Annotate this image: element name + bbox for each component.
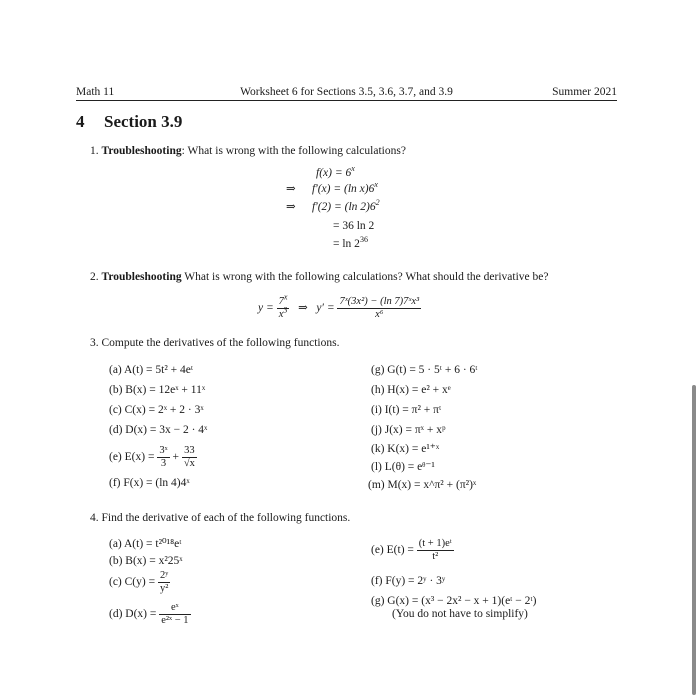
q3-item-c: (c) C(x) = 2ˣ + 2 · 3ˣ bbox=[109, 404, 204, 416]
q3-item-j: (j) J(x) = πˣ + xᵖ bbox=[371, 424, 446, 436]
q1-line-2: f′(x) = (ln x)6$^x$ bbox=[312, 180, 378, 195]
q3-item-b: (b) B(x) = 12eˣ + 11ˣ bbox=[109, 384, 206, 396]
q3-item-d: (d) D(x) = 3x − 2 · 4ˣ bbox=[109, 424, 208, 436]
q3-item-h: (h) H(x) = e² + xᵉ bbox=[371, 384, 451, 396]
q4-item-c: (c) C(y) = $\frac{\text{2ʸ}}{\text{y²}}$ bbox=[109, 569, 169, 594]
header-rule bbox=[76, 100, 617, 101]
q4-item-g: (g) G(x) = (x³ − 2x² − x + 1)(eᵗ − 2ᵗ) bbox=[371, 595, 537, 607]
header-term: Summer 2021 bbox=[552, 86, 617, 98]
q2-arrow: ⇒ bbox=[298, 302, 308, 314]
question-1 bbox=[90, 144, 406, 158]
q2-text: What is wrong with the following calculations? What should the derivative be? bbox=[181, 271, 549, 283]
q3-text: Compute the derivatives of the following functions. bbox=[101, 337, 340, 349]
q3-item-g: (g) G(t) = 5 · 5ᵗ + 6 · 6ᵗ bbox=[371, 364, 478, 376]
q2-y-eq: y = bbox=[258, 302, 274, 314]
q2-label: Troubleshooting bbox=[101, 271, 182, 283]
page-header bbox=[76, 86, 617, 100]
q4-number: 4. bbox=[90, 512, 99, 524]
q3-item-f: (f) F(x) = (ln 4)4ˣ bbox=[109, 477, 190, 489]
q4-item-f: (f) F(y) = 2ʸ · 3ʸ bbox=[371, 575, 446, 587]
q4-item-e: (e) E(t) = $\frac{\text{(t + 1)eᵗ}}{\text{t²}}$ bbox=[371, 537, 452, 562]
q1-label: Troubleshooting bbox=[101, 145, 182, 157]
q4-text: Find the derivative of each of the following functions. bbox=[101, 512, 351, 524]
q1-line-4: = 36 ln 2 bbox=[333, 220, 375, 232]
q3-item-i: (i) I(t) = π² + πᵗ bbox=[371, 404, 442, 416]
section-heading bbox=[76, 112, 182, 132]
q4-item-a: (a) A(t) = t²⁰¹⁸eᵗ bbox=[109, 538, 182, 550]
q1-line-3: f′(2) = (ln $2)6^2$ bbox=[312, 198, 380, 213]
q1-line-1: $f(x) = 6^x$ bbox=[316, 164, 355, 179]
header-course: Math 11 bbox=[76, 86, 115, 98]
header-title: Worksheet 6 for Sections 3.5, 3.6, 3.7, and 3.9 bbox=[240, 86, 453, 98]
q1-line-5: = $\ln 2^{36}$ bbox=[333, 235, 368, 250]
question-3 bbox=[90, 336, 339, 350]
q2-fraction-2: $\frac{\text{7ˣ(3x²) − (ln 7)7ˣx³}}{\text{x⁶}}$ bbox=[339, 295, 420, 320]
question-2 bbox=[90, 270, 548, 284]
vertical-scrollbar[interactable] bbox=[692, 385, 696, 695]
q4-item-d: (d) D(x) = $\frac{\text{eˣ}}{\text{e²ˣ − 1}}$ bbox=[109, 601, 189, 626]
q3-item-a: (a) A(t) = 5t² + 4eᵗ bbox=[109, 364, 194, 376]
q2-fraction-1: $\frac{7^x}{x^3}$ bbox=[278, 292, 288, 320]
q1-arrow-1: ⇒ bbox=[286, 183, 296, 195]
q3-item-m: (m) M(x) = x^π² + (π²)ˣ bbox=[368, 479, 477, 491]
question-4 bbox=[90, 511, 350, 525]
q3-item-l: (l) L(θ) = eᶿ⁻¹ bbox=[371, 461, 435, 473]
q2-yp-eq: y′ = bbox=[316, 302, 335, 314]
q1-text: : What is wrong with the following calculations? bbox=[181, 145, 406, 157]
q4-item-g-note: (You do not have to simplify) bbox=[392, 608, 528, 620]
q1-number: 1. bbox=[90, 145, 99, 157]
q3-item-k: (k) K(x) = e¹⁺ˣ bbox=[371, 443, 440, 455]
q2-equation bbox=[258, 294, 421, 322]
q1-arrow-2: ⇒ bbox=[286, 201, 296, 213]
q2-number: 2. bbox=[90, 271, 99, 283]
q3-number: 3. bbox=[90, 337, 99, 349]
section-number: 4 bbox=[76, 112, 85, 131]
q3-item-e: (e) E(x) = $\frac{\text{3ˣ}}{3}$ + $\frac{33}{√x}$ bbox=[109, 444, 195, 469]
section-title: Section 3.9 bbox=[104, 112, 183, 131]
q4-item-b: (b) B(x) = x²25ˣ bbox=[109, 555, 183, 567]
